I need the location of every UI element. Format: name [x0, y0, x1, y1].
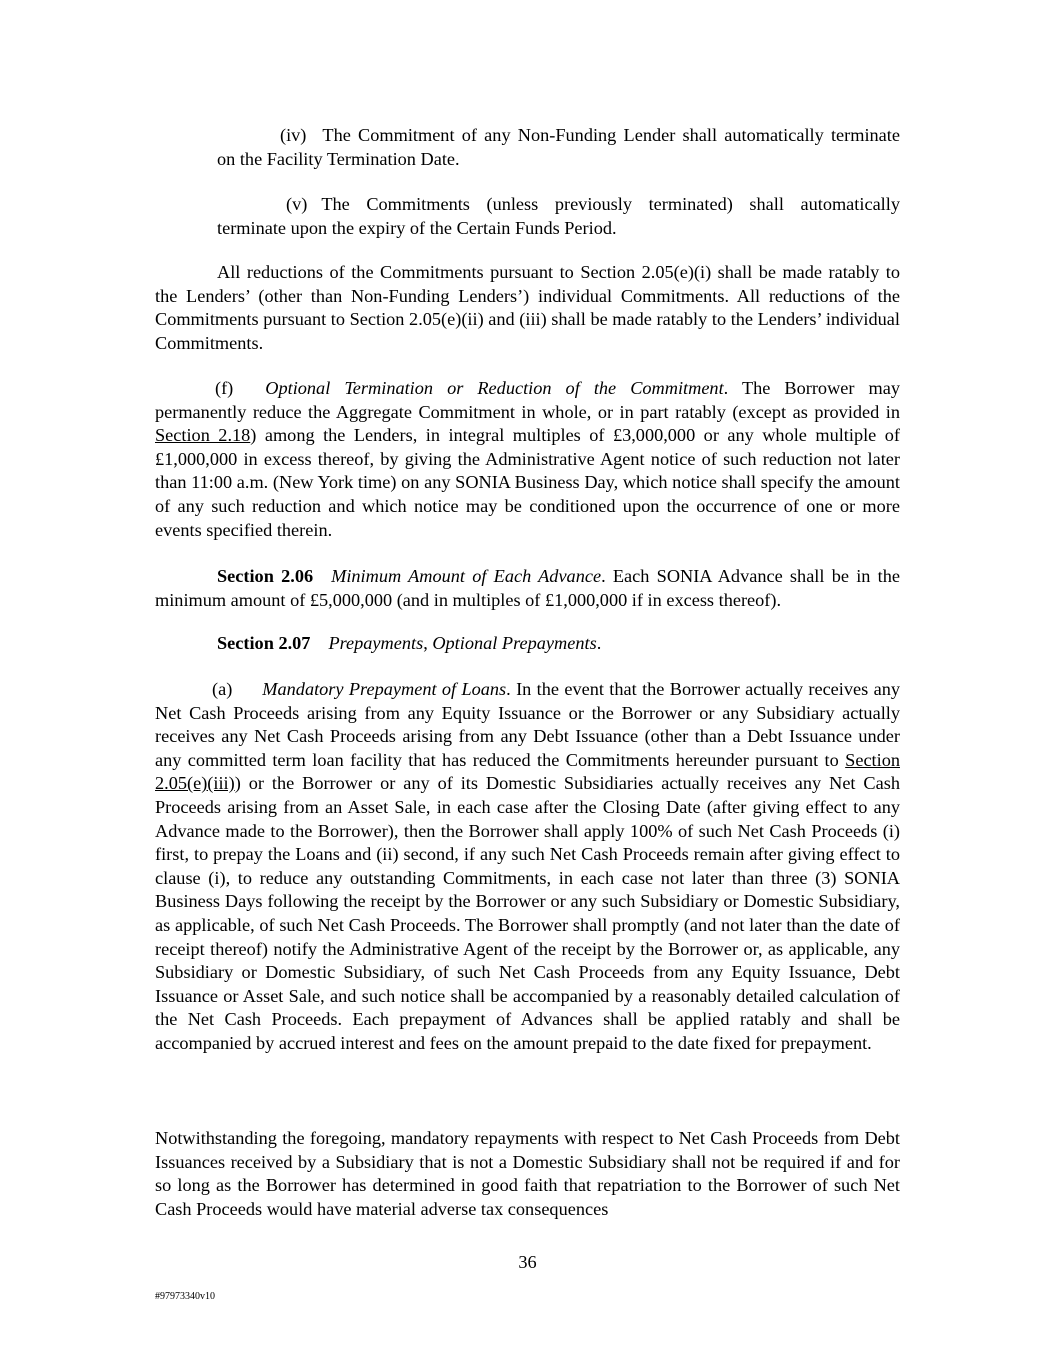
paragraph-f-text-a: . The Borrower may permanently reduce the Aggregate Commitment in whole, or in part ratably (except as provided in: [155, 378, 901, 422]
section-2-06-label: Section 2.06: [217, 566, 314, 586]
section-2-07-end: .: [596, 633, 602, 653]
paragraph-f-heading: Optional Termination or Reduction of the Commitment: [265, 378, 724, 398]
section-2-06-text: . Each SONIA Advance shall be in the minimum amount of £5,000,000 (and in multiples of £1,000,000 if in excess thereof).: [155, 566, 900, 610]
section-2-05-e-iii-link[interactable]: Section 2.05(e)(iii): [155, 749, 900, 794]
paragraph-v: [217, 193, 900, 240]
section-2-07: [155, 632, 900, 656]
paragraph-v-text: The Commitments (unless previously terminated) shall automatically terminate upon the expiry of the Certain Funds Period.: [217, 194, 900, 238]
paragraph-notwithstanding-text: Notwithstanding the foregoing, mandatory repayments with respect to Net Cash Proceeds from Debt Issuances received by a Subsidiary that is not a Domestic Subsidiary shall not be required if and for so long as the Borrower has determined in good faith that repatriation to the Borrower of such Net Cash Proceeds would have material adverse tax consequences: [155, 1128, 900, 1219]
clause-number-f: (f): [215, 378, 234, 398]
clause-number-a: (a): [212, 679, 233, 699]
paragraph-a: [155, 678, 900, 1056]
section-2-07-heading-a: Prepayments: [328, 633, 424, 653]
page-number: 36: [518, 1252, 537, 1272]
paragraph-a-heading: Mandatory Prepayment of Loans: [262, 679, 507, 699]
paragraph-a-text-b: ) or the Borrower or any of its Domestic Subsidiaries actually receives any Net Cash Proceeds arising from an Asset Sale, in each case after the Closing Date (after giving effect to any Advance made to the Borrower), then the Borrower shall apply 100% of such Net Cash Proceeds (i) first, to prepay the Loans and (ii) second, if any such Net Cash Proceeds remain after giving effect to clause (i), to reduce any outstanding Commitments, in each case not later than three (3) SONIA Business Days following the receipt by the Borrower or any such Subsidiary or Domestic Subsidiary, as applicable, of such Net Cash Proceeds. The Borrower shall promptly (and not later than the date of receipt thereof) notify the Administrative Agent of the receipt by the Borrower or, as applicable, any Subsidiary or Domestic Subsidiary, of such Net Cash Proceeds from any Equity Issuance, Debt Issuance or Asset Sale, and such notice shall be accompanied by a reasonably detailed calculation of the Net Cash Proceeds. Each prepayment of Advances shall be applied ratably and shall be accompanied by accrued interest and fees on the amount prepaid to the date fixed for prepayment.: [155, 773, 900, 1053]
paragraph-notwithstanding: [155, 1127, 900, 1221]
paragraph-iv: [217, 124, 900, 171]
document-id: #97973340v10: [155, 1291, 215, 1302]
section-2-06-heading: Minimum Amount of Each Advance: [331, 566, 602, 586]
section-2-07-heading-b: Optional Prepayments: [432, 633, 597, 653]
paragraph-reductions: [155, 261, 900, 355]
paragraph-f-text-b: ) among the Lenders, in integral multiples of £3,000,000 or any whole multiple of £1,000,000 in excess thereof, by giving the Administrative Agent notice of such reduction not later than 11:00 a.m. (New York time) on any SONIA Business Day, which notice shall specify the amount of any such reduction and which notice may be conditioned upon the occurrence of one or more events specified therein.: [155, 425, 900, 540]
paragraph-a-text-a: . In the event that the Borrower actually receives any Net Cash Proceeds arising from any Equity Issuance or the Borrower or any Subsidiary actually receives any Net Cash Proceeds arising from any Debt Issuance (other than a Debt Issuance under any committed term loan facility that has reduced the Commitments hereunder pursuant to: [155, 679, 900, 770]
section-2-06: [155, 565, 900, 612]
section-2-07-separator: ,: [423, 633, 433, 653]
clause-number-v: (v): [286, 194, 308, 214]
paragraph-reductions-text: All reductions of the Commitments pursuant to Section 2.05(e)(i) shall be made ratably to the Lenders’ (other than Non-Funding Lenders’) individual Commitments. All reductions of the Commitments pursuant to Section 2.05(e)(ii) and (iii) shall be made ratably to the Lenders’ individual Commitments.: [155, 262, 900, 353]
paragraph-iv-text: The Commitment of any Non-Funding Lender shall automatically terminate on the Facility Termination Date.: [217, 125, 900, 169]
clause-number-iv: (iv): [280, 125, 307, 145]
section-2-07-label: Section 2.07: [217, 633, 311, 653]
paragraph-f: [155, 377, 900, 542]
section-2-18-link[interactable]: Section 2.18: [155, 425, 251, 446]
